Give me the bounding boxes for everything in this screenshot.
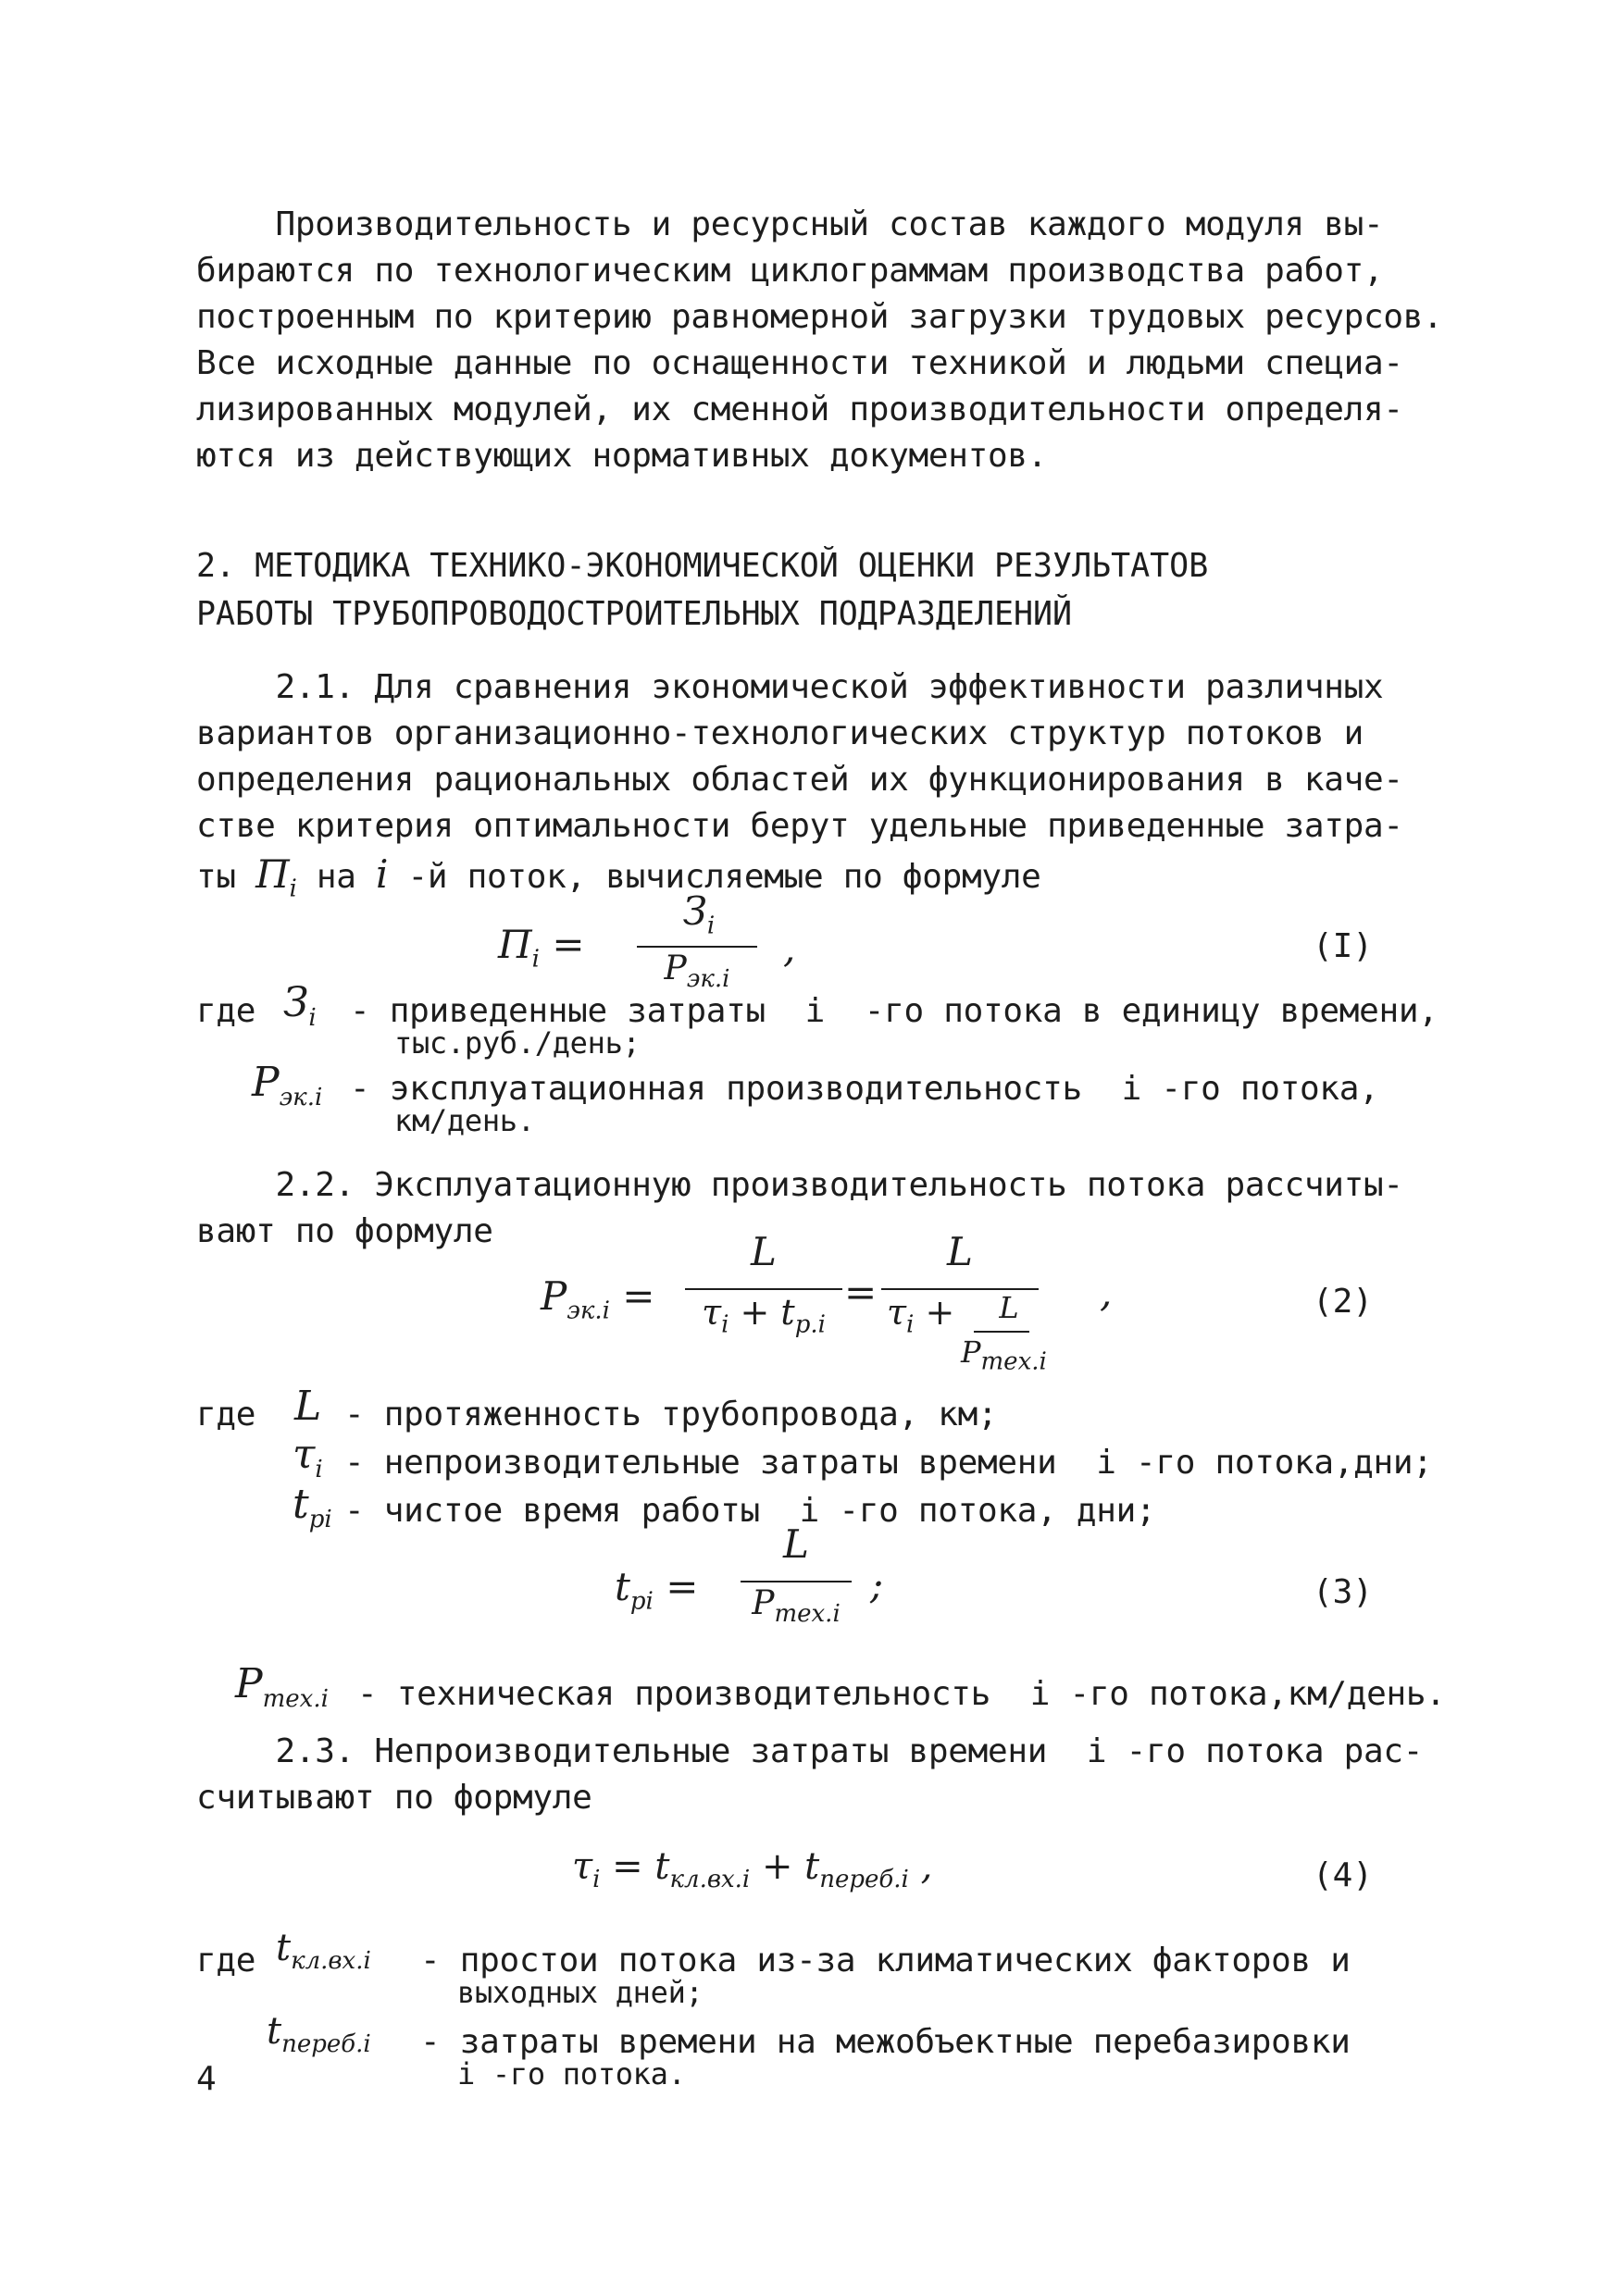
formula-numerator: L [783,1521,809,1567]
text-line: определения рациональных областей их функционирования в каче- [196,761,1403,799]
definition-continued: тыс.руб./день; [394,1025,641,1061]
text-line: лизированных модулей, их сменной производительности определя- [196,391,1403,428]
formula-lhs: $П_i$ = [498,922,585,974]
equation-number: (2) [1313,1283,1374,1321]
text-line: Производительность и ресурсный состав каждого модуля вы- [196,205,1384,243]
definition-continued: выходных дней; [457,1975,704,2010]
definition-text: - эксплуатационная производительность i -го потока, [350,1070,1379,1108]
equation-number: (I) [1313,927,1374,965]
where-label: где [196,1942,256,1980]
formula-inner-denominator: $P_{тех.i}$ [961,1334,1047,1376]
symbol-t-pereb: $t_{переб.i}$ [267,2010,371,2058]
definition-text: - непроизводительные затраты времени i -го потока,дни; [344,1444,1433,1482]
formula-numerator: L [947,1229,973,1274]
text-line: построенным по критерию равномерной загрузки трудовых ресурсов. [196,298,1443,336]
symbol-z: $З_i$ [283,979,317,1032]
formula-inner-numerator: L [999,1290,1019,1325]
definition-text: - затраты времени на межобъектные перебазировки [420,2023,1351,2061]
symbol-tau: $\tau_i$ [293,1431,323,1483]
text-line: Все исходные данные по оснащенности техникой и людьми специа- [196,344,1403,382]
fraction-bar [637,946,757,948]
definition-continued: км/день. [394,1103,535,1138]
formula-semicolon: ; [870,1562,884,1607]
fraction-bar [974,1331,1029,1333]
text-line: 2.2. Эксплуатационную производительность потока рассчиты- [196,1166,1403,1204]
text-fragment: ты [196,858,256,896]
text-line: 2.3. Непроизводительные затраты времени i -го потока рас- [196,1732,1424,1770]
text-fragment: -й поток, вычисляемые по формуле [388,858,1041,896]
formula-comma: , [1100,1270,1113,1315]
symbol-l: L [294,1383,322,1430]
formula-numerator: L [751,1229,777,1274]
equation-number: (4) [1313,1856,1374,1894]
symbol-p-ek: $P_{эк.i}$ [252,1059,323,1111]
text-line: стве критерия оптимальности берут удельные приведенные затра- [196,807,1403,845]
formula-denominator: $\tau_i$ + [887,1292,955,1339]
symbol-t-klvx: $t_{кл.вх.i}$ [276,1927,371,1975]
text-fragment: на [296,858,376,896]
formula-equals: = [844,1270,878,1315]
text-line: ты $П_i$ на i -й поток, вычисляемые по формуле [196,851,1041,903]
definition-text: - техническая производительность i -го потока,км/день. [357,1675,1446,1713]
definition-continued: i -го потока. [457,2056,686,2091]
where-label: где [196,1396,256,1433]
text-line: 2.1. Для сравнения экономической эффективности различных [196,668,1384,706]
text-line: ются из действующих нормативных документов. [196,437,1048,475]
formula-lhs: $t_{pi}$ = [615,1564,699,1616]
formula-denominator: $\tau_i + t_{p.i}$ [702,1292,826,1339]
text-line: бираются по технологическим циклограммам производства работ, [196,252,1384,290]
equation-number: (3) [1313,1573,1374,1611]
symbol-p-tex: $P_{тех.i}$ [235,1660,329,1713]
formula-denominator: $P_{эк.i}$ [664,949,730,994]
page-number: 4 [196,2060,217,2098]
symbol-t-p: $t_{pi}$ [293,1481,332,1533]
formula-denominator: $P_{тех.i}$ [752,1584,841,1629]
where-label: где [196,992,256,1030]
section-heading: 2. МЕТОДИКА ТЕХНИКО-ЭКОНОМИЧЕСКОЙ ОЦЕНКИ РЕЗУЛЬТАТОВ [196,547,1209,585]
text-line: считывают по формуле [196,1779,592,1817]
text-line: вариантов организационно-технологических структур потоков и [196,714,1364,752]
fraction-bar [741,1581,852,1582]
definition-text: - протяженность трубопровода, км; [344,1396,998,1433]
formula-numerator: $З_i$ [682,888,716,940]
definition-text: - приведенные затраты i -го потока в единицу времени, [350,992,1438,1030]
text-line: вают по формуле [196,1212,493,1250]
formula-expression: $\tau_i = t_{кл.вх.i} + t_{переб.i}$ , [572,1845,933,1893]
formula-comma: , [783,925,796,971]
definition-text: - чистое время работы i -го потока, дни; [344,1492,1156,1530]
fraction-bar [685,1288,842,1290]
formula-lhs: $P_{эк.i}$ = [541,1273,655,1325]
definition-text: - простои потока из-за климатических факторов и [420,1942,1351,1980]
section-heading-continued: РАБОТЫ ТРУБОПРОВОДОСТРОИТЕЛЬНЫХ ПОДРАЗДЕЛЕНИЙ [196,595,1073,633]
